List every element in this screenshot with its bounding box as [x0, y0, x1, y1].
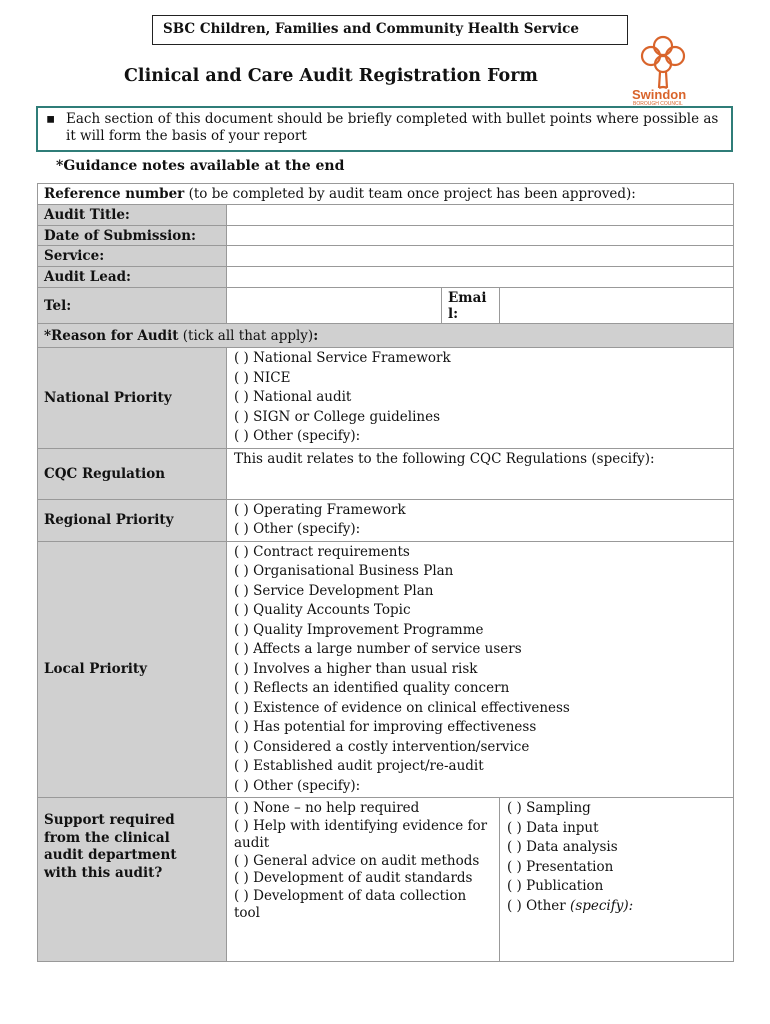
support-label-line: Support required: [44, 812, 175, 828]
support-label-line: audit department: [44, 847, 177, 863]
reference-row: [38, 184, 734, 205]
cqc-regulation-field[interactable]: [227, 448, 734, 499]
email-label-line2: l:: [448, 305, 459, 322]
audit-lead-label: Audit Lead:: [38, 267, 227, 288]
support-option[interactable]: ( ) None – no help required: [234, 800, 420, 816]
reason-hint: (tick all that apply): [182, 327, 314, 344]
support-option[interactable]: ( ) Presentation: [507, 858, 614, 875]
logo-text: Swindon: [632, 87, 687, 102]
date-label: Date of Submission:: [38, 226, 227, 246]
national-option[interactable]: ( ) National Service Framework: [234, 350, 451, 366]
cqc-regulation-label: CQC Regulation: [38, 448, 227, 499]
local-option[interactable]: ( ) Reflects an identified quality concern: [234, 680, 510, 696]
local-priority-options: [227, 541, 734, 798]
support-label-line: from the clinical: [44, 829, 170, 846]
audit-lead-field[interactable]: [227, 267, 734, 288]
email-label-line1: Emai: [448, 289, 487, 306]
local-option[interactable]: ( ) Quality Improvement Programme: [234, 621, 484, 638]
support-other-specify: (specify):: [570, 897, 634, 914]
local-option[interactable]: ( ) Contract requirements: [234, 543, 410, 560]
support-left-options: [227, 798, 500, 962]
support-option[interactable]: ( ) Publication: [507, 878, 604, 894]
support-option[interactable]: ( ) General advice on audit methods: [234, 852, 480, 869]
national-priority-label: National Priority: [38, 348, 227, 449]
tel-field[interactable]: [227, 288, 442, 324]
service-header-box: SBC Children, Families and Community Health Service: [152, 15, 628, 45]
support-option[interactable]: ( ) Help with identifying evidence for audit: [234, 817, 488, 851]
support-option[interactable]: ( ) Development of audit standards: [234, 870, 473, 886]
support-right-options: [500, 798, 734, 962]
service-label: Service:: [38, 246, 227, 267]
audit-registration-table: [37, 183, 734, 962]
support-label-line: with this audit?: [44, 864, 163, 881]
local-option[interactable]: ( ) Has potential for improving effectiveness: [234, 719, 537, 735]
local-option[interactable]: ( ) Involves a higher than usual risk: [234, 660, 478, 677]
support-option[interactable]: ( ) Development of data collection tool: [234, 887, 467, 921]
local-option[interactable]: ( ) Service Development Plan: [234, 582, 434, 599]
national-option[interactable]: ( ) National audit: [234, 389, 352, 405]
local-option[interactable]: ( ) Other (specify):: [234, 777, 361, 794]
reason-colon: :: [313, 327, 319, 344]
national-option[interactable]: ( ) Other (specify):: [234, 428, 361, 444]
support-option[interactable]: ( ) Data input: [507, 819, 599, 836]
tel-label: Tel:: [38, 288, 227, 324]
local-option[interactable]: ( ) Established audit project/re-audit: [234, 758, 484, 774]
audit-title-field[interactable]: [227, 205, 734, 226]
audit-title-label: Audit Title:: [38, 205, 227, 226]
local-option[interactable]: ( ) Affects a large number of service users: [234, 641, 522, 657]
instructions-box: [36, 106, 733, 152]
swindon-logo: [630, 32, 696, 106]
email-label: [442, 288, 500, 324]
bullet-icon: ▪: [46, 111, 56, 127]
national-priority-options: [227, 348, 734, 449]
support-option-other[interactable]: [507, 897, 726, 917]
local-option[interactable]: ( ) Quality Accounts Topic: [234, 602, 411, 618]
local-option[interactable]: ( ) Organisational Business Plan: [234, 563, 454, 579]
local-priority-label: Local Priority: [38, 541, 227, 798]
regional-priority-label: Regional Priority: [38, 499, 227, 541]
support-required-label: [38, 798, 227, 962]
local-option[interactable]: ( ) Existence of evidence on clinical effectiveness: [234, 699, 570, 716]
guidance-note: *Guidance notes available at the end: [56, 158, 345, 174]
support-option[interactable]: ( ) Sampling: [507, 800, 591, 816]
cqc-regulation-text: This audit relates to the following CQC Regulations (specify):: [234, 450, 655, 467]
reference-label: Reference number: [44, 186, 185, 202]
reason-label: *Reason for Audit: [44, 327, 179, 344]
national-option[interactable]: ( ) SIGN or College guidelines: [234, 408, 440, 425]
regional-option[interactable]: ( ) Operating Framework: [234, 501, 406, 518]
service-field[interactable]: [227, 246, 734, 267]
reason-row: [38, 324, 734, 348]
support-other-prefix: ( ) Other: [507, 897, 566, 914]
form-title: Clinical and Care Audit Registration Form: [124, 66, 538, 86]
national-option[interactable]: ( ) NICE: [234, 369, 291, 386]
local-option[interactable]: ( ) Considered a costly intervention/service: [234, 738, 530, 755]
regional-priority-options: [227, 499, 734, 541]
support-option[interactable]: ( ) Data analysis: [507, 839, 618, 855]
reference-hint: (to be completed by audit team once project has been approved):: [188, 186, 636, 202]
instructions-text: Each section of this document should be briefly completed with bullet points where possible as it will form the basis of your report: [66, 111, 719, 144]
date-field[interactable]: [227, 226, 734, 246]
email-field[interactable]: [500, 288, 734, 324]
logo-subtext: BOROUGH COUNCIL: [633, 101, 683, 106]
regional-option[interactable]: ( ) Other (specify):: [234, 521, 361, 537]
